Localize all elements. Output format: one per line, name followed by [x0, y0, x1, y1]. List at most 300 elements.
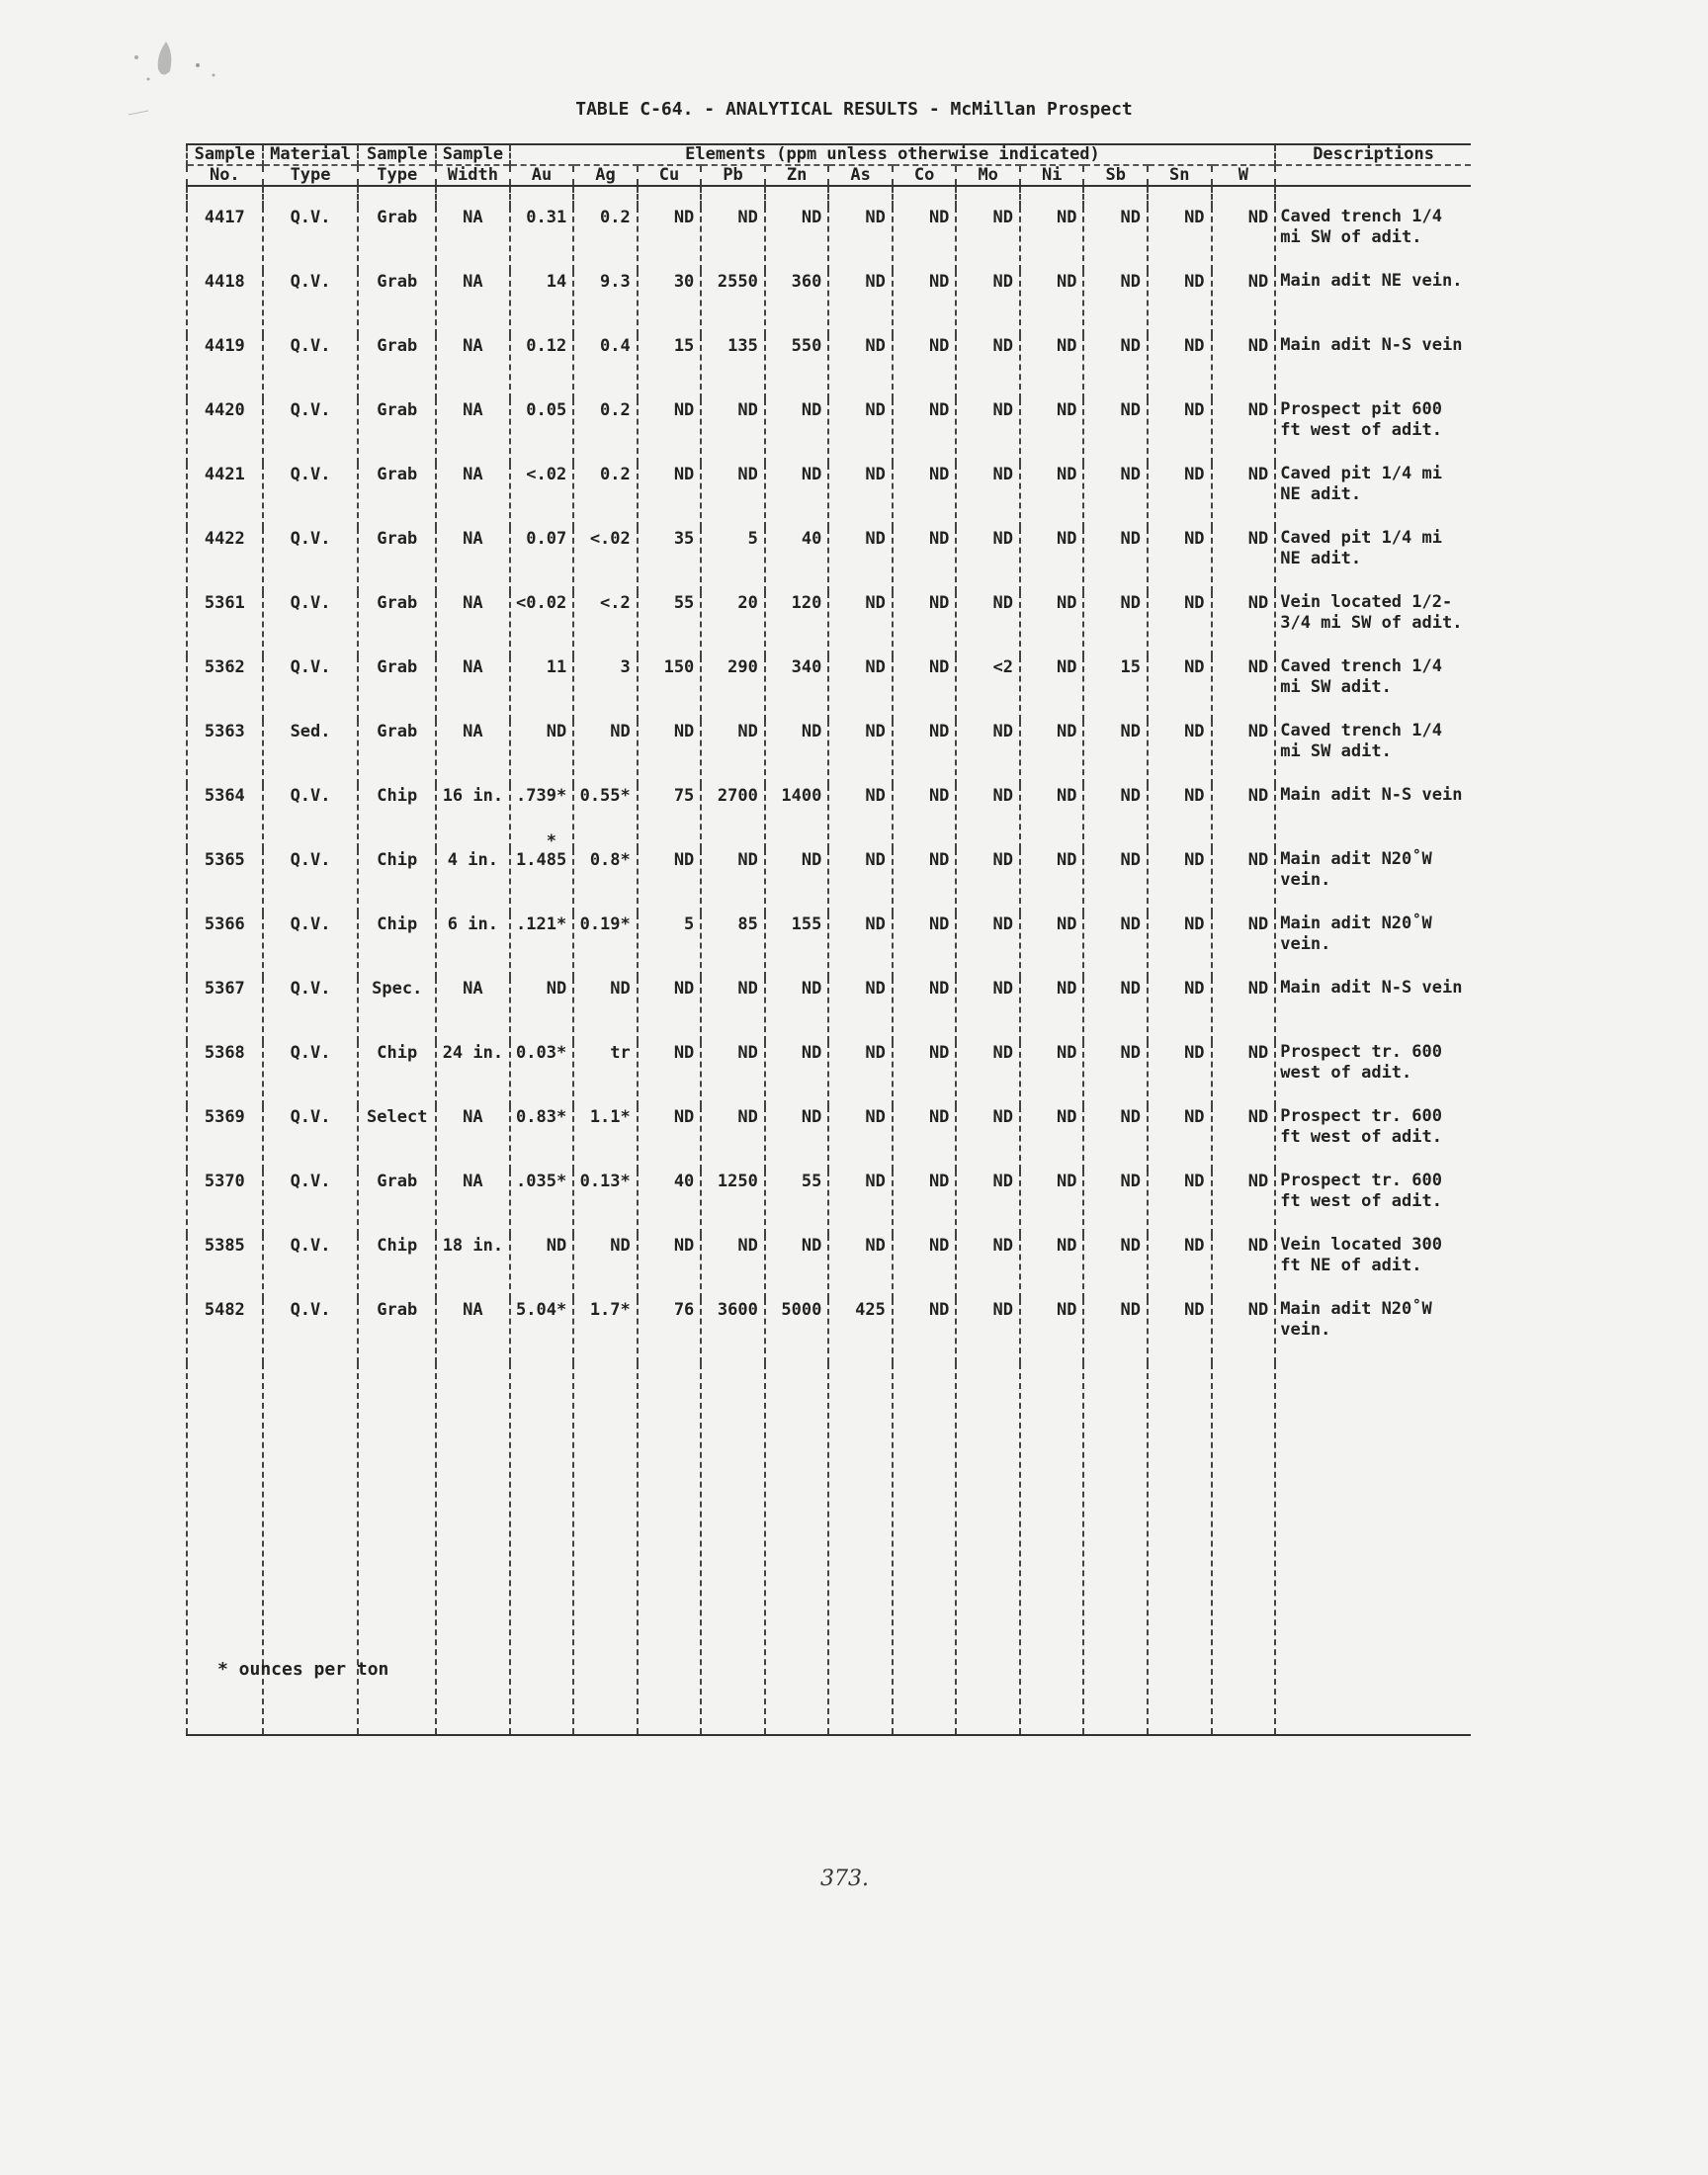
- cell-pb-value: 1250: [717, 1172, 758, 1191]
- cell-ni: [1020, 1299, 1084, 1363]
- cell-pb: [701, 335, 765, 399]
- cell-ag: [573, 785, 638, 849]
- cell-ni: [1020, 1106, 1084, 1171]
- cell-sb: [1083, 914, 1148, 978]
- cell-zn-value: ND: [801, 400, 822, 420]
- cell-sn-value: ND: [1184, 1172, 1205, 1191]
- cell-sample-width: [436, 656, 510, 721]
- cell-sb: [1083, 528, 1148, 592]
- cell-ag: [573, 207, 638, 271]
- cell-ag: [573, 335, 638, 399]
- cell-cu-value: 76: [673, 1300, 695, 1320]
- header-element-sn: Sn: [1148, 165, 1212, 186]
- cell-sample-type-value: Grab: [377, 208, 418, 227]
- cell-mo-value: ND: [992, 1043, 1013, 1063]
- cell-ni: [1020, 978, 1084, 1042]
- cell-ag: [573, 1171, 638, 1235]
- cell-mo: [956, 656, 1020, 721]
- cell-ag: [573, 464, 638, 528]
- cell-cu: [638, 785, 702, 849]
- cell-sample-no-value: 5482: [204, 1300, 245, 1320]
- header-descriptions: Descriptions: [1275, 144, 1471, 165]
- cell-w: [1212, 528, 1276, 592]
- table-row: [187, 785, 1471, 849]
- cell-sample-no-value: 5366: [204, 914, 245, 934]
- cell-pb: [701, 464, 765, 528]
- cell-sample-type-value: Grab: [377, 1172, 418, 1191]
- cell-au: [510, 831, 574, 914]
- cell-ag-value: tr: [610, 1043, 631, 1063]
- cell-sn: [1148, 271, 1212, 335]
- cell-w-value: ND: [1247, 529, 1269, 549]
- cell-co-value: ND: [928, 208, 950, 227]
- cell-ni-value: ND: [1057, 722, 1077, 741]
- cell-sn: [1148, 849, 1212, 914]
- cell-cu: [638, 914, 702, 978]
- cell-sb-value: ND: [1120, 465, 1142, 484]
- cell-sb-value: ND: [1120, 208, 1142, 227]
- cell-pb-value: 135: [727, 336, 758, 356]
- cell-sample-width-value: 18 in.: [442, 1236, 504, 1256]
- cell-ni-value: ND: [1057, 208, 1077, 227]
- cell-sn-value: ND: [1184, 1236, 1205, 1256]
- table-row: [187, 399, 1471, 464]
- cell-pb-value: 290: [727, 657, 758, 677]
- cell-sb: [1083, 271, 1148, 335]
- cell-zn: [765, 592, 829, 656]
- table-header: [187, 144, 1471, 207]
- cell-mo-value: ND: [992, 1172, 1013, 1191]
- cell-pb: [701, 656, 765, 721]
- cell-description: Prospect pit 600 ft west of adit.: [1275, 399, 1471, 464]
- cell-sb: [1083, 978, 1148, 1042]
- cell-mo-value: ND: [992, 400, 1013, 420]
- cell-w: [1212, 1106, 1276, 1171]
- cell-mo-value: ND: [992, 529, 1013, 549]
- cell-zn-value: 5000: [781, 1300, 822, 1320]
- cell-mo-value: ND: [992, 272, 1013, 292]
- cell-sample-no-value: 5361: [204, 593, 245, 613]
- cell-ni-value: ND: [1057, 593, 1077, 613]
- cell-au-value: 14: [546, 272, 567, 292]
- cell-w: [1212, 1171, 1276, 1235]
- cell-au: [510, 1299, 574, 1363]
- cell-sample-type: [358, 1235, 436, 1299]
- cell-as: [828, 207, 893, 271]
- cell-sn-value: ND: [1184, 1107, 1205, 1127]
- cell-mo-value: ND: [992, 336, 1013, 356]
- header-element-cu: Cu: [638, 165, 702, 186]
- cell-co-value: ND: [928, 657, 950, 677]
- cell-sample-type: [358, 721, 436, 785]
- cell-au-value: .739*: [516, 786, 567, 806]
- cell-cu-value: 150: [663, 657, 695, 677]
- cell-au-value: 11: [546, 657, 567, 677]
- cell-co-value: ND: [928, 336, 950, 356]
- cell-sb-value: ND: [1120, 593, 1142, 613]
- cell-pb: [701, 528, 765, 592]
- cell-sb-value: ND: [1120, 722, 1142, 741]
- cell-au: [510, 464, 574, 528]
- table-row: [187, 1299, 1471, 1363]
- cell-description: Main adit N20˚W vein.: [1275, 1299, 1471, 1363]
- cell-as: [828, 271, 893, 335]
- cell-sample-type-value: Grab: [377, 1300, 418, 1320]
- cell-pb: [701, 592, 765, 656]
- cell-sn: [1148, 914, 1212, 978]
- cell-mo-value: ND: [992, 208, 1013, 227]
- cell-au-value: 1.485: [516, 850, 567, 870]
- cell-sample-width: [436, 399, 510, 464]
- cell-zn-value: ND: [801, 979, 822, 999]
- cell-sample-width-value: NA: [463, 529, 483, 549]
- cell-material-type: [263, 464, 359, 528]
- cell-au: [510, 914, 574, 978]
- cell-mo: [956, 271, 1020, 335]
- cell-co: [893, 1042, 957, 1106]
- cell-as: [828, 528, 893, 592]
- cell-sample-type: [358, 1299, 436, 1363]
- cell-sample-no: [187, 1042, 263, 1106]
- cell-ag-value: 0.2: [600, 400, 631, 420]
- cell-ag: [573, 849, 638, 914]
- cell-description: Prospect tr. 600 ft west of adit.: [1275, 1171, 1471, 1235]
- cell-sn-value: ND: [1184, 593, 1205, 613]
- cell-sample-width: [436, 1299, 510, 1363]
- cell-cu: [638, 1171, 702, 1235]
- cell-cu-value: ND: [673, 1236, 695, 1256]
- cell-co: [893, 849, 957, 914]
- cell-au-value: 0.05: [526, 400, 567, 420]
- header-element-zn: Zn: [765, 165, 829, 186]
- cell-pb-value: 3600: [717, 1300, 758, 1320]
- cell-as: [828, 721, 893, 785]
- cell-ni-value: ND: [1057, 465, 1077, 484]
- cell-material-type-value: Q.V.: [290, 400, 331, 420]
- table-row: [187, 1106, 1471, 1171]
- cell-mo: [956, 1106, 1020, 1171]
- cell-co-value: ND: [928, 786, 950, 806]
- table-row: [187, 528, 1471, 592]
- cell-description: Caved trench 1/4 mi SW adit.: [1275, 656, 1471, 721]
- cell-material-type: [263, 1299, 359, 1363]
- cell-sn: [1148, 1235, 1212, 1299]
- cell-pb-value: ND: [737, 208, 758, 227]
- cell-zn: [765, 978, 829, 1042]
- cell-ni: [1020, 1171, 1084, 1235]
- cell-zn-value: ND: [801, 1236, 822, 1256]
- cell-w-value: ND: [1247, 336, 1269, 356]
- cell-w: [1212, 464, 1276, 528]
- cell-sample-no: [187, 721, 263, 785]
- cell-zn: [765, 849, 829, 914]
- cell-sample-width-value: NA: [463, 1172, 483, 1191]
- cell-co-value: ND: [928, 272, 950, 292]
- cell-cu-value: ND: [673, 465, 695, 484]
- cell-sample-no: [187, 656, 263, 721]
- cell-mo: [956, 1235, 1020, 1299]
- cell-sb: [1083, 1171, 1148, 1235]
- cell-sn-value: ND: [1184, 400, 1205, 420]
- cell-ni: [1020, 592, 1084, 656]
- cell-as-value: ND: [865, 1236, 886, 1256]
- cell-as-value: ND: [865, 465, 886, 484]
- cell-sample-type: [358, 399, 436, 464]
- cell-sb-value: ND: [1120, 1172, 1142, 1191]
- cell-sample-no-value: 5364: [204, 786, 245, 806]
- cell-cu-value: ND: [673, 850, 695, 870]
- cell-co: [893, 528, 957, 592]
- cell-sample-width-value: NA: [463, 272, 483, 292]
- cell-sample-type: [358, 914, 436, 978]
- cell-w: [1212, 207, 1276, 271]
- cell-sb: [1083, 335, 1148, 399]
- header-element-mo: Mo: [956, 165, 1020, 186]
- cell-sn: [1148, 721, 1212, 785]
- cell-sn-value: ND: [1184, 1043, 1205, 1063]
- cell-sample-width-value: NA: [463, 979, 483, 999]
- cell-sample-no-value: 5385: [204, 1236, 245, 1256]
- cell-sample-type-value: Grab: [377, 657, 418, 677]
- cell-sb-value: ND: [1120, 786, 1142, 806]
- cell-w: [1212, 271, 1276, 335]
- cell-w: [1212, 721, 1276, 785]
- cell-ni-value: ND: [1057, 914, 1077, 934]
- cell-sn: [1148, 399, 1212, 464]
- cell-au-value: <0.02: [516, 593, 567, 613]
- cell-co: [893, 914, 957, 978]
- cell-pb: [701, 785, 765, 849]
- cell-w: [1212, 849, 1276, 914]
- cell-description: Caved pit 1/4 mi NE adit.: [1275, 464, 1471, 528]
- cell-sn-value: ND: [1184, 979, 1205, 999]
- cell-ni-value: ND: [1057, 336, 1077, 356]
- cell-material-type-value: Q.V.: [290, 979, 331, 999]
- cell-sb-value: ND: [1120, 1236, 1142, 1256]
- cell-material-type-value: Q.V.: [290, 914, 331, 934]
- cell-sample-width: [436, 978, 510, 1042]
- cell-sb-value: ND: [1120, 272, 1142, 292]
- cell-ag-value: ND: [610, 979, 631, 999]
- cell-ni: [1020, 207, 1084, 271]
- cell-sn: [1148, 592, 1212, 656]
- cell-as: [828, 914, 893, 978]
- cell-co: [893, 271, 957, 335]
- cell-zn-value: 55: [801, 1172, 822, 1191]
- cell-au-value: 0.03*: [516, 1043, 567, 1063]
- cell-ni-value: ND: [1057, 786, 1077, 806]
- cell-sb-value: ND: [1120, 914, 1142, 934]
- cell-sample-width: [436, 1235, 510, 1299]
- cell-as-value: ND: [865, 850, 886, 870]
- cell-cu: [638, 399, 702, 464]
- cell-ag-value: 0.8*: [589, 850, 631, 870]
- cell-zn-value: ND: [801, 722, 822, 741]
- header-elements-group: Elements (ppm unless otherwise indicated): [510, 144, 1276, 165]
- cell-cu: [638, 1042, 702, 1106]
- cell-pb-value: ND: [737, 1043, 758, 1063]
- cell-zn: [765, 721, 829, 785]
- cell-material-type-value: Q.V.: [290, 1300, 331, 1320]
- cell-co-value: ND: [928, 914, 950, 934]
- cell-description: Caved pit 1/4 mi NE adit.: [1275, 528, 1471, 592]
- cell-material-type: [263, 1171, 359, 1235]
- cell-ag: [573, 1235, 638, 1299]
- cell-material-type-value: Q.V.: [290, 529, 331, 549]
- cell-w-value: ND: [1247, 979, 1269, 999]
- table-row: [187, 656, 1471, 721]
- cell-pb: [701, 978, 765, 1042]
- cell-sn-value: ND: [1184, 336, 1205, 356]
- cell-zn: [765, 914, 829, 978]
- cell-co: [893, 1235, 957, 1299]
- cell-sample-type: [358, 656, 436, 721]
- cell-sample-width-value: NA: [463, 465, 483, 484]
- cell-ag: [573, 1106, 638, 1171]
- cell-sample-width-value: NA: [463, 657, 483, 677]
- cell-sample-width: [436, 1171, 510, 1235]
- cell-material-type-value: Q.V.: [290, 208, 331, 227]
- cell-sample-width: [436, 721, 510, 785]
- cell-description: Main adit N-S vein: [1275, 335, 1471, 399]
- cell-material-type-value: Sed.: [290, 722, 331, 741]
- cell-co: [893, 978, 957, 1042]
- cell-sample-width-value: NA: [463, 400, 483, 420]
- cell-material-type-value: Q.V.: [290, 1107, 331, 1127]
- cell-material-type: [263, 721, 359, 785]
- table-row: [187, 978, 1471, 1042]
- cell-sample-no: [187, 785, 263, 849]
- cell-cu-value: 40: [673, 1172, 695, 1191]
- cell-mo-value: ND: [992, 1236, 1013, 1256]
- cell-ni-value: ND: [1057, 1300, 1077, 1320]
- cell-cu: [638, 721, 702, 785]
- cell-sample-width-value: 16 in.: [442, 786, 504, 806]
- cell-sample-type-value: Grab: [377, 722, 418, 741]
- header-element-w: W: [1212, 165, 1276, 186]
- table-row: [187, 271, 1471, 335]
- cell-material-type-value: Q.V.: [290, 657, 331, 677]
- cell-sample-width-value: NA: [463, 593, 483, 613]
- cell-sample-no: [187, 914, 263, 978]
- cell-w-value: ND: [1247, 1043, 1269, 1063]
- cell-as-value: ND: [865, 529, 886, 549]
- cell-description: Main adit NE vein.: [1275, 271, 1471, 335]
- cell-as: [828, 1299, 893, 1363]
- cell-sn: [1148, 464, 1212, 528]
- cell-material-type: [263, 207, 359, 271]
- cell-material-type: [263, 335, 359, 399]
- cell-sample-no: [187, 849, 263, 914]
- cell-au: [510, 271, 574, 335]
- cell-sb: [1083, 721, 1148, 785]
- cell-w: [1212, 978, 1276, 1042]
- cell-ni-value: ND: [1057, 1172, 1077, 1191]
- cell-au-value: 5.04*: [516, 1300, 567, 1320]
- cell-cu: [638, 592, 702, 656]
- cell-sb-value: ND: [1120, 1107, 1142, 1127]
- cell-pb-value: ND: [737, 722, 758, 741]
- cell-zn: [765, 464, 829, 528]
- cell-material-type-value: Q.V.: [290, 1236, 331, 1256]
- cell-zn: [765, 207, 829, 271]
- header-descriptions-blank: [1275, 165, 1471, 186]
- cell-pb-value: 20: [737, 593, 758, 613]
- cell-w-value: ND: [1247, 208, 1269, 227]
- cell-sample-width: [436, 207, 510, 271]
- cell-sn-value: ND: [1184, 208, 1205, 227]
- cell-au: [510, 1042, 574, 1106]
- cell-sample-type-value: Chip: [377, 914, 418, 934]
- footnote: * ounces per ton: [217, 1659, 389, 1680]
- cell-mo: [956, 721, 1020, 785]
- cell-zn-value: 340: [791, 657, 822, 677]
- cell-sample-no-value: 4418: [204, 272, 245, 292]
- cell-ag-value: 1.1*: [589, 1107, 631, 1127]
- cell-sb: [1083, 592, 1148, 656]
- cell-mo-value: ND: [992, 1300, 1013, 1320]
- cell-au-value: ND: [546, 979, 567, 999]
- cell-co: [893, 721, 957, 785]
- cell-au-value: .035*: [516, 1172, 567, 1191]
- cell-sn-value: ND: [1184, 529, 1205, 549]
- header-material-type: Material: [263, 144, 359, 165]
- cell-w-value: ND: [1247, 1172, 1269, 1191]
- cell-zn-value: 360: [791, 272, 822, 292]
- cell-cu: [638, 464, 702, 528]
- cell-zn-value: ND: [801, 1043, 822, 1063]
- cell-mo: [956, 464, 1020, 528]
- cell-sb-value: ND: [1120, 1043, 1142, 1063]
- header-material-type-2: Type: [263, 165, 359, 186]
- cell-w-value: ND: [1247, 657, 1269, 677]
- cell-ag: [573, 399, 638, 464]
- cell-description: Caved trench 1/4 mi SW of adit.: [1275, 207, 1471, 271]
- cell-co-value: ND: [928, 400, 950, 420]
- cell-sample-width: [436, 335, 510, 399]
- cell-sample-no-value: 5365: [204, 850, 245, 870]
- cell-sb-value: ND: [1120, 979, 1142, 999]
- cell-sample-width-value: NA: [463, 1107, 483, 1127]
- cell-zn-value: ND: [801, 850, 822, 870]
- cell-ni: [1020, 528, 1084, 592]
- cell-mo: [956, 592, 1020, 656]
- cell-cu-value: 30: [673, 272, 695, 292]
- cell-au-value: 0.12: [526, 336, 567, 356]
- cell-sample-no-value: 5370: [204, 1172, 245, 1191]
- cell-ag: [573, 1299, 638, 1363]
- cell-sample-width-value: 4 in.: [447, 850, 498, 870]
- cell-mo: [956, 1299, 1020, 1363]
- cell-pb-value: ND: [737, 465, 758, 484]
- cell-au: [510, 978, 574, 1042]
- cell-sn-value: ND: [1184, 272, 1205, 292]
- table-row: [187, 592, 1471, 656]
- cell-zn-value: 155: [791, 914, 822, 934]
- cell-sample-width-value: NA: [463, 336, 483, 356]
- cell-as-value: ND: [865, 208, 886, 227]
- cell-zn-value: ND: [801, 1107, 822, 1127]
- cell-material-type: [263, 271, 359, 335]
- cell-sb: [1083, 1042, 1148, 1106]
- cell-mo-value: <2: [992, 657, 1013, 677]
- cell-cu-value: 75: [673, 786, 695, 806]
- cell-sn-value: ND: [1184, 465, 1205, 484]
- cell-sb-value: ND: [1120, 400, 1142, 420]
- cell-cu: [638, 849, 702, 914]
- cell-sample-width: [436, 464, 510, 528]
- cell-ag-value: 0.2: [600, 465, 631, 484]
